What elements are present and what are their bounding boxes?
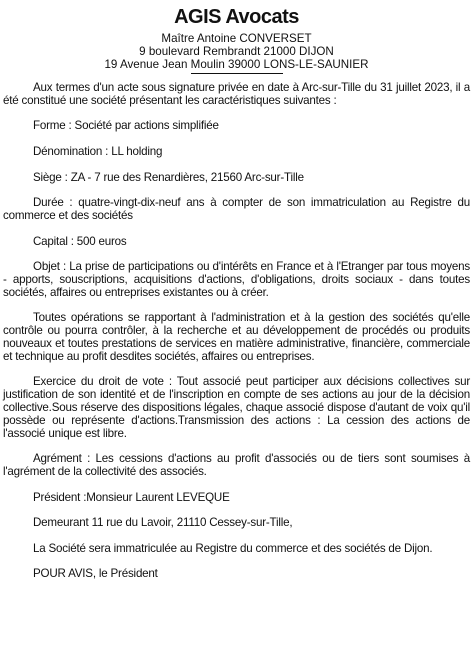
intro-paragraph: Aux termes d'un acte sous signature privée en date à Arc-sur-Tille du 31 juillet 2023, il a été constitué une société présentant les caractéristiques suivantes : — [3, 81, 470, 107]
forme-paragraph: Forme : Société par actions simplifiée — [33, 119, 219, 133]
signature-line: POUR AVIS, le Président — [33, 567, 158, 581]
header-divider — [191, 73, 283, 74]
address-lons: 19 Avenue Jean Moulin 39000 LONS-LE-SAUNIER — [104, 58, 369, 71]
capital-paragraph: Capital : 500 euros — [33, 234, 127, 248]
denomination-paragraph: Dénomination : LL holding — [33, 144, 163, 158]
address-dijon: 9 boulevard Rembrandt 21000 DIJON — [139, 45, 334, 58]
agrement-paragraph: Agrément : Les cessions d'actions au profit d'associés ou de tiers sont soumises à l'agrément de la collectivité des associés. — [3, 452, 470, 478]
duree-paragraph: Durée : quatre-vingt-dix-neuf ans à compter de son immatriculation au Registre du commerce et des sociétés — [3, 196, 470, 222]
notice-body — [3, 82, 470, 581]
firm-name: AGIS Avocats — [174, 6, 299, 28]
president-paragraph: Président :Monsieur Laurent LEVEQUE — [33, 490, 230, 504]
objet-paragraph: Objet : La prise de participations ou d'intérêts en France et à l'Etranger par tous moyens - apports, souscriptions, acquisitions d'actions, d'obligations, droits sociaux - dans toutes sociétés, affaires ou entreprises existantes ou à créer. — [3, 260, 470, 299]
lawyer-name: Maître Antoine CONVERSET — [161, 32, 312, 45]
siege-paragraph: Siège : ZA - 7 rue des Renardières, 21560 Arc-sur-Tille — [33, 170, 304, 184]
operations-paragraph: Toutes opérations se rapportant à l'administration et à la gestion des sociétés qu'elle contrôle ou pourra contrôler, à la recherche et au développement de procédés ou produits nouveaux et toutes prestations de services en matière administrative, financière, commerciale et technique au profit desdites sociétés, affaires ou entreprises. — [3, 311, 470, 363]
vote-paragraph: Exercice du droit de vote : Tout associé peut participer aux décisions collectives sur justification de son identité et de l'inscription en compte de ses actions au jour de la décision collective.Sous réserve des dispositions légales, chaque associé dispose d'autant de voix qu'il possède ou représente d'actions.Transmission des actions : La cession des actions de l'associé unique est libre. — [3, 375, 470, 440]
demeurant-paragraph: Demeurant 11 rue du Lavoir, 21110 Cessey-sur-Tille, — [33, 516, 293, 530]
immatriculation-paragraph: La Société sera immatriculée au Registre du commerce et des sociétés de Dijon. — [33, 541, 433, 555]
